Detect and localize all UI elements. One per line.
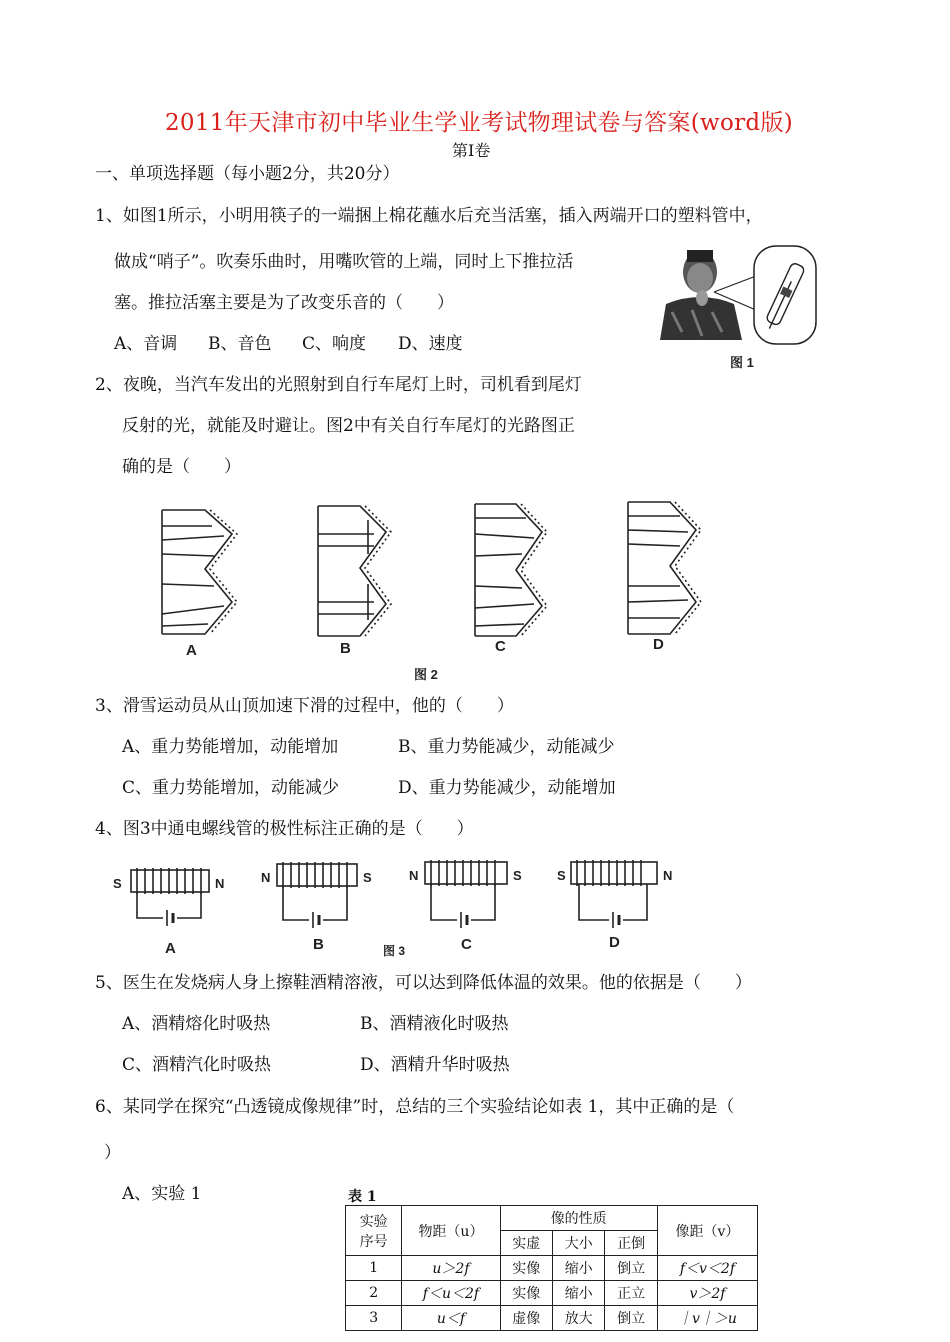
q2-line3: 确的是（ ） (122, 457, 241, 477)
q3-option-c: C、重力势能增加，动能减少 (122, 778, 340, 798)
table-cell: u＜f (402, 1306, 500, 1331)
table-header-orientation: 正倒 (605, 1231, 657, 1256)
figure-1-caption: 图 1 (730, 355, 754, 370)
figure-2-option-d (628, 502, 701, 634)
figure-2-option-a (162, 510, 237, 634)
q5-stem: 5、医生在发烧病人身上擦鞋酒精溶液，可以达到降低体温的效果。他的依据是（ ） (95, 973, 752, 993)
q2-line2: 反射的光，就能及时避让。图2中有关自行车尾灯的光路图正 (122, 416, 575, 436)
table-row (346, 1281, 758, 1306)
solenoid-b-label: B (313, 936, 324, 953)
table-cell: 实像 (500, 1256, 552, 1281)
figure-2-option-c (475, 504, 547, 636)
table-header-size: 大小 (552, 1231, 604, 1256)
figure-2-diagrams (150, 494, 710, 684)
q5-option-b: B、酒精液化时吸热 (360, 1014, 509, 1034)
q1-option-a: A、音调 (114, 334, 178, 354)
table-cell: f＜v＜2f (657, 1256, 757, 1281)
solenoid-b (277, 862, 357, 928)
table-cell: f＜u＜2f (402, 1281, 500, 1306)
q6-line1: 6、某同学在探究“凸透镜成像规律”时，总结的三个实验结论如表 1，其中正确的是（ (95, 1097, 735, 1117)
q3-option-a: A、重力势能增加，动能增加 (122, 737, 339, 757)
figure-3-caption: 图 3 (383, 944, 406, 958)
q2-line1: 2、夜晚，当汽车发出的光照射到自行车尾灯上时，司机看到尾灯 (95, 375, 582, 395)
table-cell: 倒立 (605, 1256, 657, 1281)
table-cell: 缩小 (552, 1256, 604, 1281)
q1-option-d: D、速度 (398, 334, 463, 354)
table-cell: 虚像 (500, 1306, 552, 1331)
solenoid-c (425, 860, 507, 928)
table-cell: 3 (346, 1306, 402, 1331)
table-cell: 实像 (500, 1281, 552, 1306)
q6-option-a: A、实验 1 (122, 1184, 202, 1204)
q1-option-c: C、响度 (302, 334, 367, 354)
q4-stem: 4、图3中通电螺线管的极性标注正确的是（ ） (95, 819, 474, 839)
table-row (346, 1306, 758, 1331)
table-cell: 2 (346, 1281, 402, 1306)
solenoid-b-left-pole: N (261, 870, 271, 885)
table-cell: 倒立 (605, 1306, 657, 1331)
figure-2-option-b (318, 506, 391, 636)
table-header-image-nature: 像的性质 (500, 1206, 657, 1231)
table-header-real-virtual: 实虚 (500, 1231, 552, 1256)
figure-3-solenoids (105, 856, 685, 960)
q3-option-b: B、重力势能减少，动能减少 (398, 737, 615, 757)
section-heading: 一、单项选择题（每小题2分，共20分） (95, 164, 400, 184)
q1-line1: 1、如图1所示，小明用筷子的一端捆上棉花蘸水后充当活塞，插入两端开口的塑料管中， (95, 206, 763, 226)
solenoid-c-right-pole: S (513, 868, 522, 883)
table-header-image-distance: 像距（v） (657, 1206, 757, 1256)
q5-option-c: C、酒精汽化时吸热 (122, 1055, 272, 1075)
q3-option-d: D、重力势能减少，动能增加 (398, 778, 616, 798)
q1-option-b: B、音色 (208, 334, 272, 354)
table-header-num: 实验 序号 (346, 1206, 402, 1256)
page-title: 2011年天津市初中毕业生学业考试物理试卷与答案(word版) (165, 110, 794, 136)
table-cell: 1 (346, 1256, 402, 1281)
table-header-object-distance: 物距（u） (402, 1206, 500, 1256)
solenoid-a (131, 868, 209, 926)
q1-line3: 塞。推拉活塞主要是为了改变乐音的（ ） (114, 293, 454, 313)
table-cell: 正立 (605, 1281, 657, 1306)
figure-1-illustration (652, 232, 822, 372)
figure-2-label-b: B (340, 640, 351, 657)
table-row (346, 1256, 758, 1281)
solenoid-d-label: D (609, 934, 620, 951)
solenoid-c-label: C (461, 936, 472, 953)
table-cell: v＞2f (657, 1281, 757, 1306)
figure-2-label-a: A (186, 642, 197, 659)
figure-2-label-d: D (653, 636, 664, 653)
q1-line2: 做成“哨子”。吹奏乐曲时，用嘴吹管的上端，同时上下推拉活 (114, 252, 574, 272)
solenoid-d-right-pole: N (663, 868, 673, 883)
table-cell: u＞2f (402, 1256, 500, 1281)
solenoid-d-left-pole: S (557, 868, 566, 883)
table-cell: 放大 (552, 1306, 604, 1331)
solenoid-d (571, 860, 657, 928)
solenoid-a-left-pole: S (113, 876, 122, 891)
solenoid-a-right-pole: N (215, 876, 225, 891)
solenoid-b-right-pole: S (363, 870, 372, 885)
table-cell: ｜v｜＞u (657, 1306, 757, 1331)
table-1-caption: 表 1 (348, 1189, 377, 1205)
solenoid-a-label: A (165, 940, 176, 957)
figure-2-label-c: C (495, 638, 506, 655)
table-1 (345, 1205, 758, 1331)
q5-option-a: A、酒精熔化时吸热 (122, 1014, 271, 1034)
q6-line2: ） (104, 1143, 121, 1163)
q5-option-d: D、酒精升华时吸热 (360, 1055, 510, 1075)
table-cell: 缩小 (552, 1281, 604, 1306)
volume-label: 第Ⅰ卷 (452, 141, 491, 160)
solenoid-c-left-pole: N (409, 868, 419, 883)
figure-2-caption: 图 2 (414, 667, 438, 682)
q3-stem: 3、滑雪运动员从山顶加速下滑的过程中，他的（ ） (95, 696, 514, 716)
